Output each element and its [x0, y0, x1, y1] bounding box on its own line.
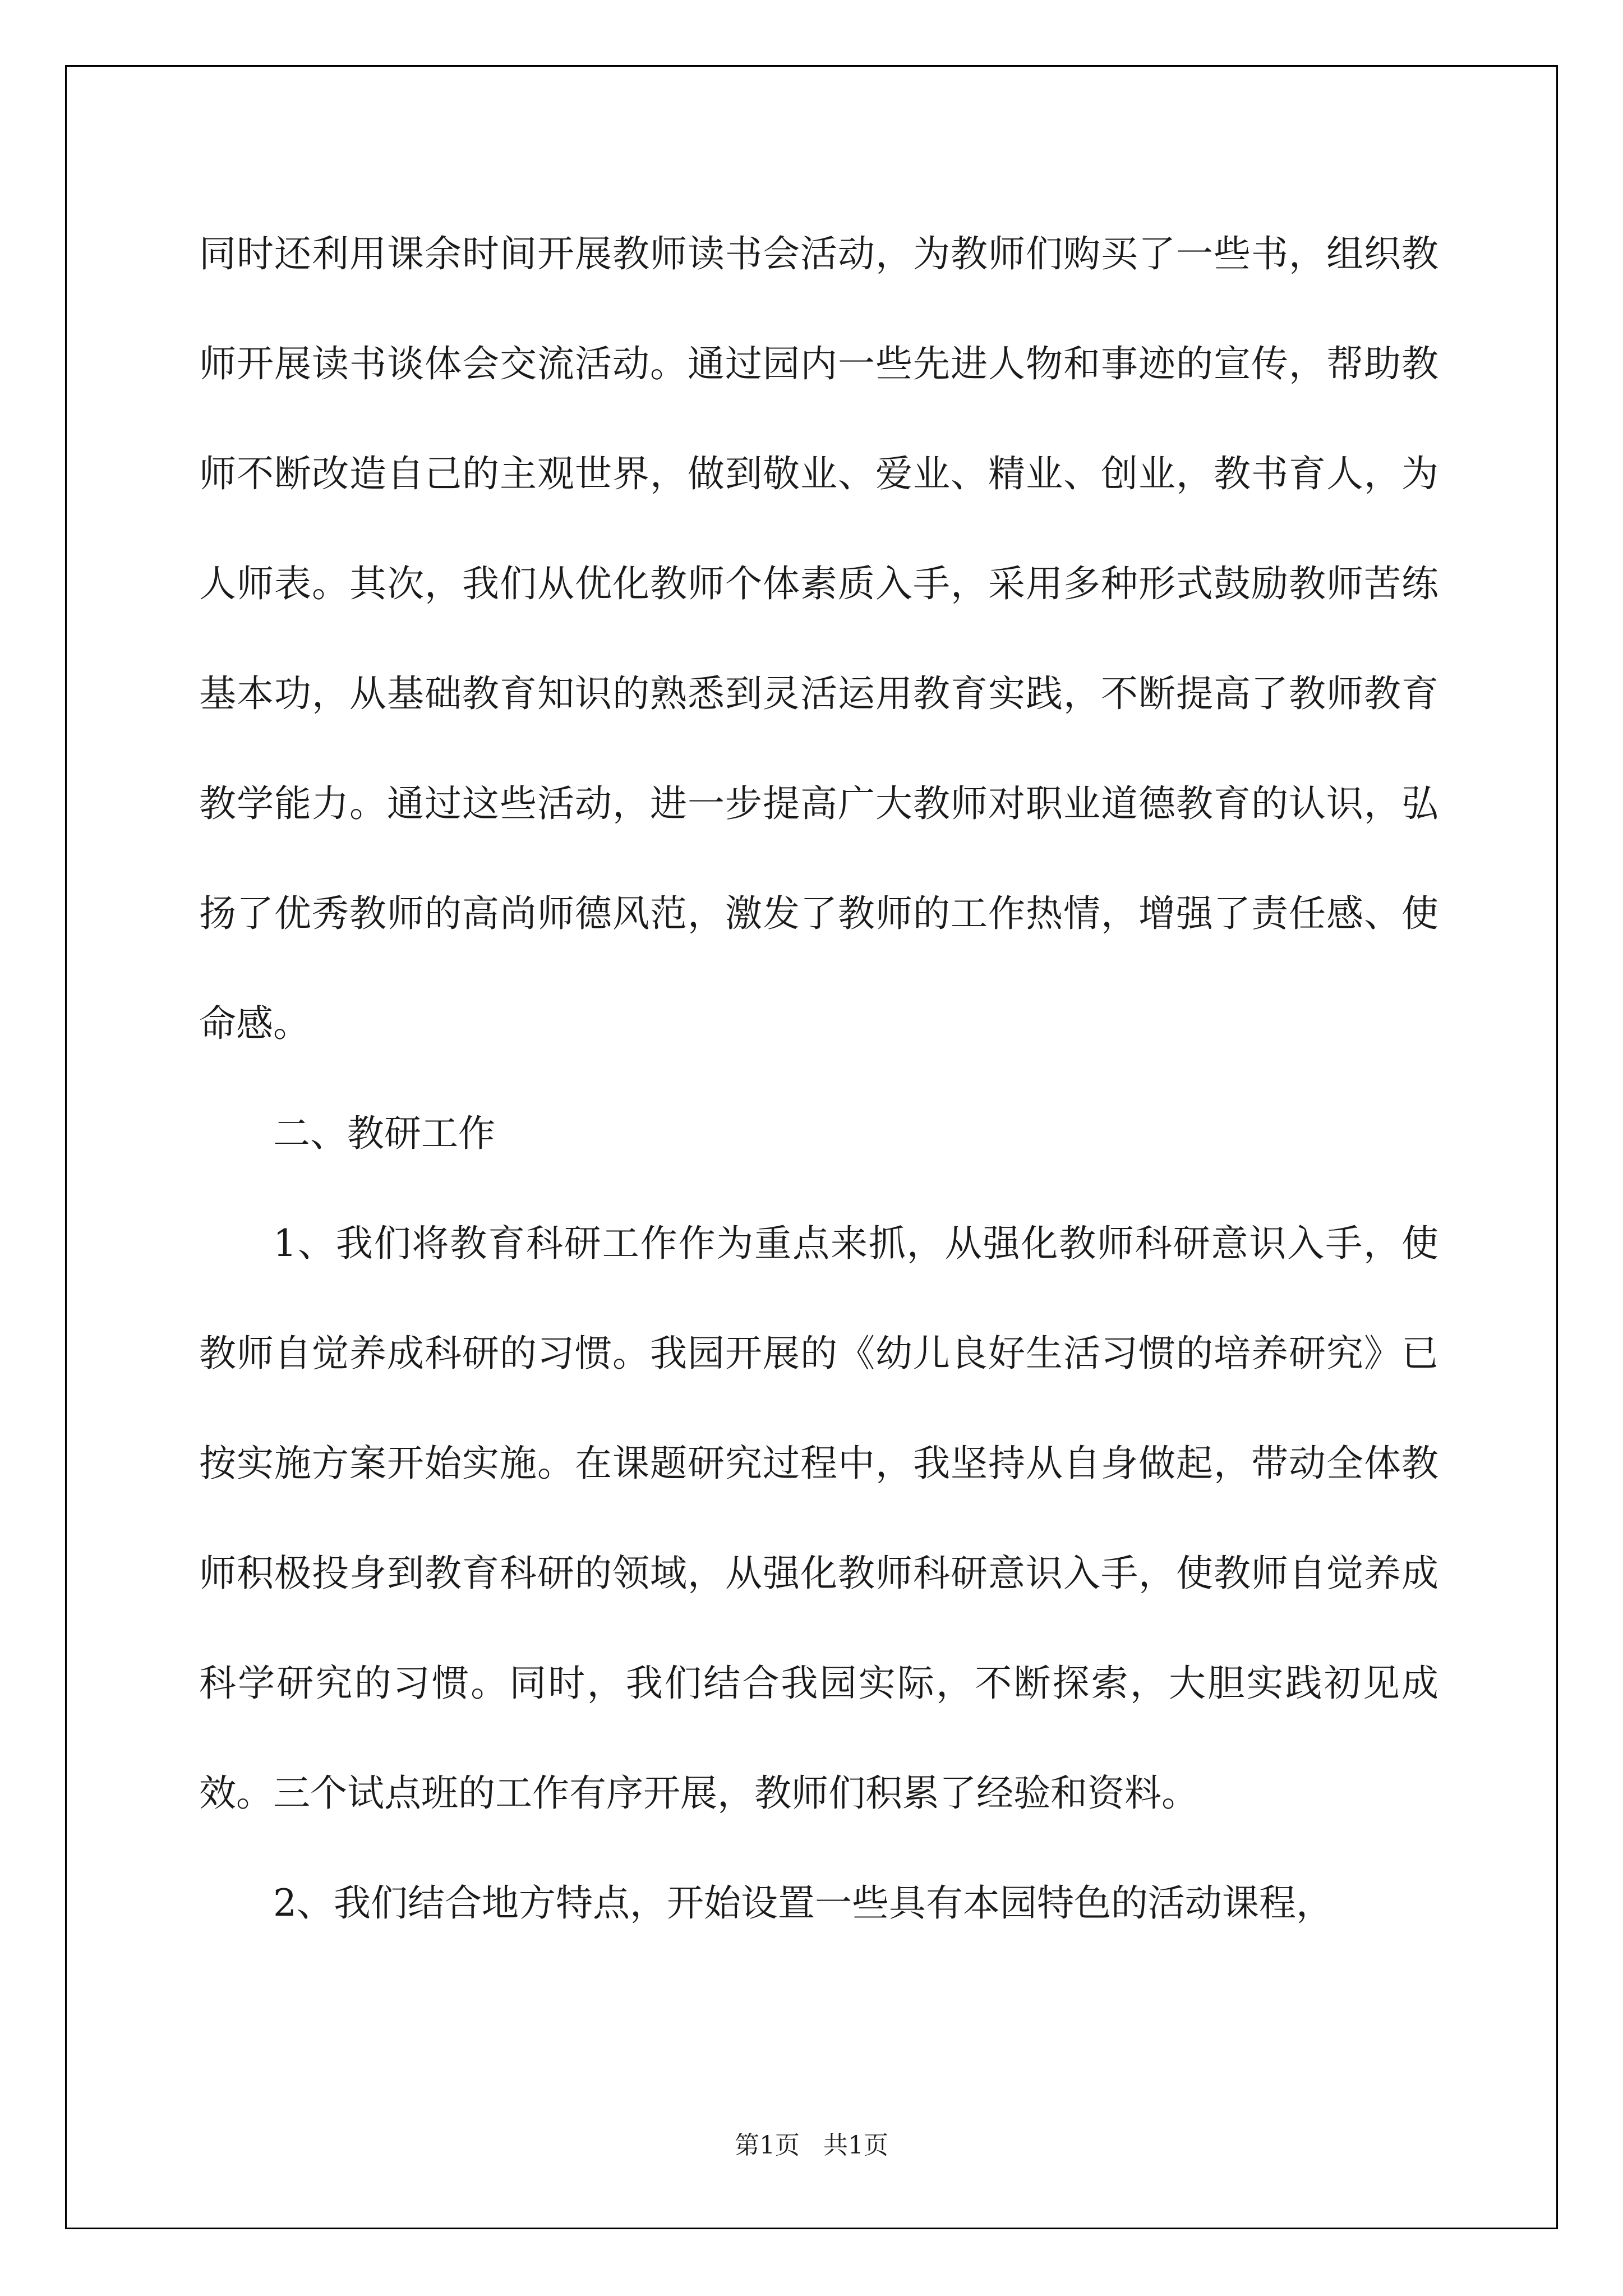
section-heading-teaching-research: 二、教研工作	[273, 1112, 495, 1155]
paragraph-reading-activities: 同时还利用课余时间开展教师读书会活动，为教师们购买了一些书，组织教师开展读书谈体会交流活动。通过园内一些先进人物和事迹的宣传，帮助教师不断改造自己的主观世界，做到敬业、爱业、精业、创业，教书育人，为人师表。其次，我们从优化教师个体素质入手，采用多种形式鼓励教师苦练基本功，从基础教育知识的熟悉到灵活运用教育实践，不断提高了教师教育教学能力。通过这些活动，进一步提高广大教师对职业道德教育的认识，弘扬了优秀教师的高尚师德风范，激发了教师的工作热情，增强了责任感、使命感。	[199, 232, 1438, 1045]
paragraph-research-item-2: 2、我们结合地方特点，开始设置一些具有本园特色的活动课程，	[273, 1881, 1333, 1925]
page-footer: 第1页 共1页	[735, 2131, 888, 2160]
paragraph-research-item-1: 1、我们将教育科研工作作为重点来抓，从强化教师科研意识入手，使教师自觉养成科研的习惯。我园开展的《幼儿良好生活习惯的培养研究》已按实施方案开始实施。在课题研究过程中，我坚持从自身做起，带动全体教师积极投身到教育科研的领域，从强化教师科研意识入手，使教师自觉养成科学研究的习惯。同时，我们结合我园实际，不断探索，大胆实践初见成效。三个试点班的工作有序开展，教师们积累了经验和资料。	[199, 1222, 1438, 1815]
document-body	[199, 199, 1438, 1958]
